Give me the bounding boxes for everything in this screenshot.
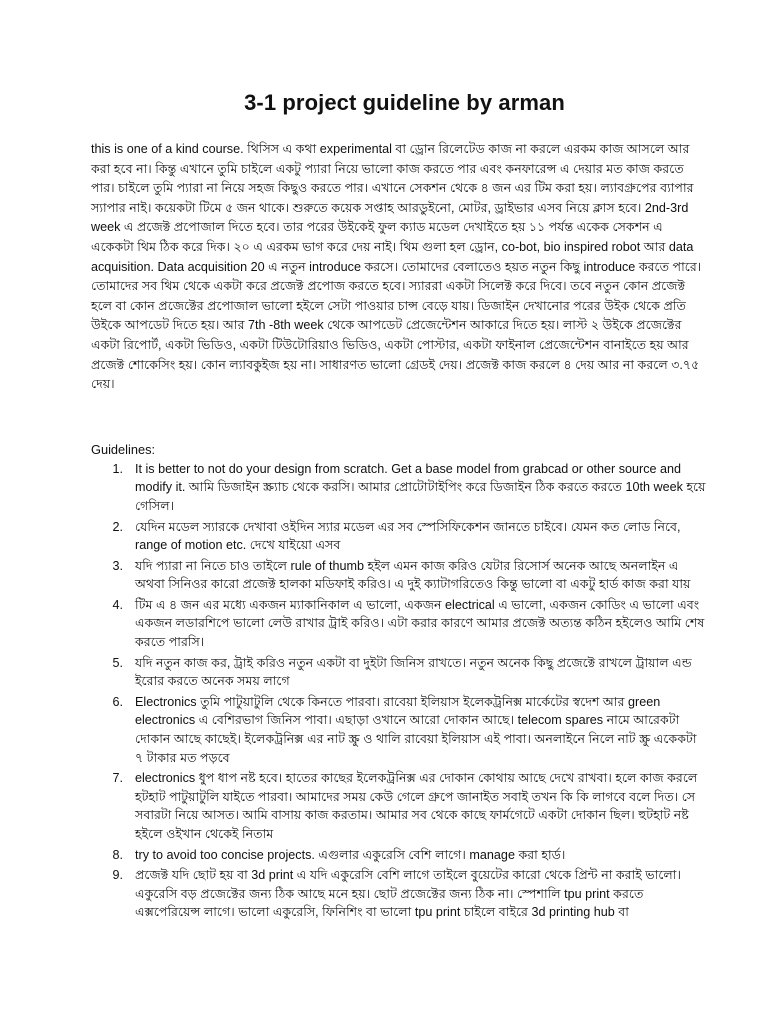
guideline-item-9 <box>91 866 706 922</box>
guidelines-list <box>91 460 706 922</box>
guideline-item-4 <box>91 596 706 652</box>
guideline-item-3 <box>91 557 706 594</box>
intro-paragraph: this is one of a kind course. থিসিস এ কথা experimental বা ড্রোন রিলেটেড কাজ না করলে এরকম কাজ আসলে আর করা হবে না। কিন্তু এখানে তুমি চাইলে একটু প্যারা নিয়ে ভালো কাজ করতে পার এবং কনফারেন্স এ দেয়ার মত কাজ করতে পার। চাইলে তুমি প্যারা না নিয়ে সহজ কিছুও করতে পার। এখানে সেকশন থেকে ৪ জন এর টিম করা হয়। ল্যাবগ্রুপের ব্যাপার স্যাপার নাই। কয়েকটা টিমে ৫ জন থাকে। শুরুতে কয়েক সপ্তাহ আরডুইনো, মোটর, ড্রাইভার এসব নিয়ে ক্লাস হবে। 2nd-3rd week এ প্রজেক্ট প্রপোজাল দিতে হবে। তার পরের উইকেই ফুল ক্যাড মডেল দেখাইতে হয় ১১ পর্যন্ত একেক সেকশন এ একেকটা থিম ঠিক করে দিক। ২০ এ এরকম ভাগ করে দেয় নাই। থিম গুলা হল ড্রোন, co-bot, bio inspired robot আর data acquisition. Data acquisition 20 এ নতুন introduce করসে। তোমাদের বেলাতেও হয়ত নতুন কিছু introduce করতে পারে। তোমাদের সব থিম থেকে একটা করে প্রজেক্ট প্রপোজ করতে হবে। স্যাররা একটা সিলেক্ট করে দিবে। তবে নতুন কোন প্রজেক্ট হলে বা কোন প্রজেক্টের প্রপোজাল ভালো হইলে সেটা পাওয়ার চান্স বেড়ে যায়। ডিজাইন দেখানোর পরের উইক থেকে প্রতি উইকে আপডেট দিতে হয়। আর 7th -8th week থেকে আপডেট প্রেজেন্টেশন আকারে দিতে হয়। লাস্ট ২ উইকে প্রজেক্টের একটা রিপোর্ট, একটা ভিডিও, একটা টিউটোরিয়াও ভিডিও, একটা পোস্টার, একটা ফাইনাল প্রেজেন্টেশন বানাইতে হয় আর প্রজেক্ট শোকেসিং হয়। কোন ল্যাবকুইজ হয় না। সাধারণত ভালো গ্রেডই দেয়। প্রজেক্ট কাজ করলে ৪ দেয় আর না করলে ৩.৭৫ দেয়। <box>91 142 702 392</box>
guideline-number: 4. <box>112 597 123 612</box>
guideline-item-5 <box>91 654 706 691</box>
guideline-text: যেদিন মডেল স্যারকে দেখাবা ওইদিন স্যার মডেল এর সব স্পেসিফিকেশন জানতে চাইবে। যেমন কত লোড নিবে, range of motion etc. দেখে যাইয়ো এসব <box>135 519 681 553</box>
guideline-number: 2. <box>112 519 123 534</box>
guideline-number: 9. <box>112 868 123 883</box>
guideline-number: 3. <box>112 558 123 573</box>
guideline-text: try to avoid too concise projects. এগুলার একুরেসি বেশি লাগে। manage করা হার্ড। <box>135 847 566 862</box>
guideline-text: Electronics তুমি পাটুয়াটুলি থেকে কিনতে পারবা। রাবেয়া ইলিয়াস ইলেকট্রনিক্স মার্কেটের স্বদেশ আর green electronics এ বেশিরভাগ জিনিস পাবা। এছাড়া ওখানে আরো দোকান আছে। telecom spares নামে আরেকটা দোকান আছে কাছেই। ইলেকট্রনিক্স এর নাট স্ক্রু ও থালি রাবেয়া ইলিয়াস এই পাবা। অনলাইনে নিলে নাট স্ক্রু একেকটা ৭ টাকার মত পড়বে <box>135 694 697 765</box>
document-title: 3-1 project guideline by arman <box>244 90 565 115</box>
guideline-text: যদি নতুন কাজ কর, ট্রাই করিও নতুন একটা বা দুইটা জিনিস রাখতে। নতুন অনেক কিছু প্রজেক্টে রাখলে ট্রায়াল এন্ড ইরোর করতে অনেক সময় লাগে <box>135 655 692 689</box>
guideline-text: প্রজেক্ট যদি ছোট হয় বা 3d print এ যদি একুরেসি বেশি লাগে তাইলে বুয়েটের কারো থেকে প্রিন্ট না করাই ভালো। একুরেসি বড় প্রজেক্টের জন্য ঠিক আছে মনে হয়। ছোট প্রজেক্টের জন্য ঠিক না। স্পেশালি tpu print করতে এক্সপেরিয়েন্স লাগে। ভালো একুরেসি, ফিনিশিং বা ভালো tpu print চাইলে বাইরে 3d printing hub বা <box>135 868 681 920</box>
guideline-item-2 <box>91 518 706 555</box>
guideline-text: It is better to not do your design from scratch. Get a base model from grabcad or other source and modify it. আমি ডিজাইন স্ক্র্যাচ থেকে করসি। আমার প্রোটোটাইপিং করে ডিজাইন ঠিক করতে করতে 10th week হয়ে গেসিল। <box>135 461 706 513</box>
guideline-item-1 <box>91 460 706 516</box>
guidelines-heading: Guidelines: <box>91 441 156 457</box>
guideline-item-7 <box>91 769 706 843</box>
guideline-number: 1. <box>112 461 123 476</box>
paragraph-gap <box>91 395 706 441</box>
guideline-item-8 <box>91 846 706 865</box>
guideline-number: 6. <box>112 694 123 709</box>
guideline-number: 5. <box>112 655 123 670</box>
guideline-number: 8. <box>112 847 123 862</box>
guideline-number: 7. <box>112 771 123 786</box>
guideline-text: টিম এ ৪ জন এর মধ্যে একজন ম্যাকানিকাল এ ভালো, একজন electrical এ ভালো, একজন কোডিং এ ভালো এবং একজন লডারশিপে ভালো লেউ রাখার ট্রাই করিও। এটা করার কারণে আমার প্রজেক্ট অত্যন্ত কঠিন হইলেও আমি শেষ করতে পারসি। <box>135 597 705 650</box>
guideline-text: electronics ধুপ ধাপ নষ্ট হবে। হাতের কাছের ইলেকট্রনিক্স এর দোকান কোথায় আছে দেখে রাখবা। হলে কাজ করলে হটহাট পাটুয়াটুলি যাইতে পারবা। আমাদের সময় কেউ গেলে গ্রুপে জানাইত সবাই তখন কি কি লাগবে বলে দিত। সে সবারটা নিয়ে আসত। আমি বাসায় কাজ করতাম। আমার সব থেকে কাছে ফার্মগেটে একটা দোকান ছিল। হুটহাট নষ্ট হইলে ওইখান থেকেই নিতাম <box>135 771 698 841</box>
guideline-item-6 <box>91 693 706 767</box>
guideline-text: যদি প্যারা না নিতে চাও তাইলে rule of thumb হইল এমন কাজ করিও যেটার রিসোর্স অনেক আছে অনলাইন এ অথবা সিনিওর কারো প্রজেক্ট হালকা মডিফাই করিও। এ দুই ক্যাটাগরিতেও কিন্তু ভালো বা একটু হার্ড কাজ করা যায় <box>135 558 691 592</box>
